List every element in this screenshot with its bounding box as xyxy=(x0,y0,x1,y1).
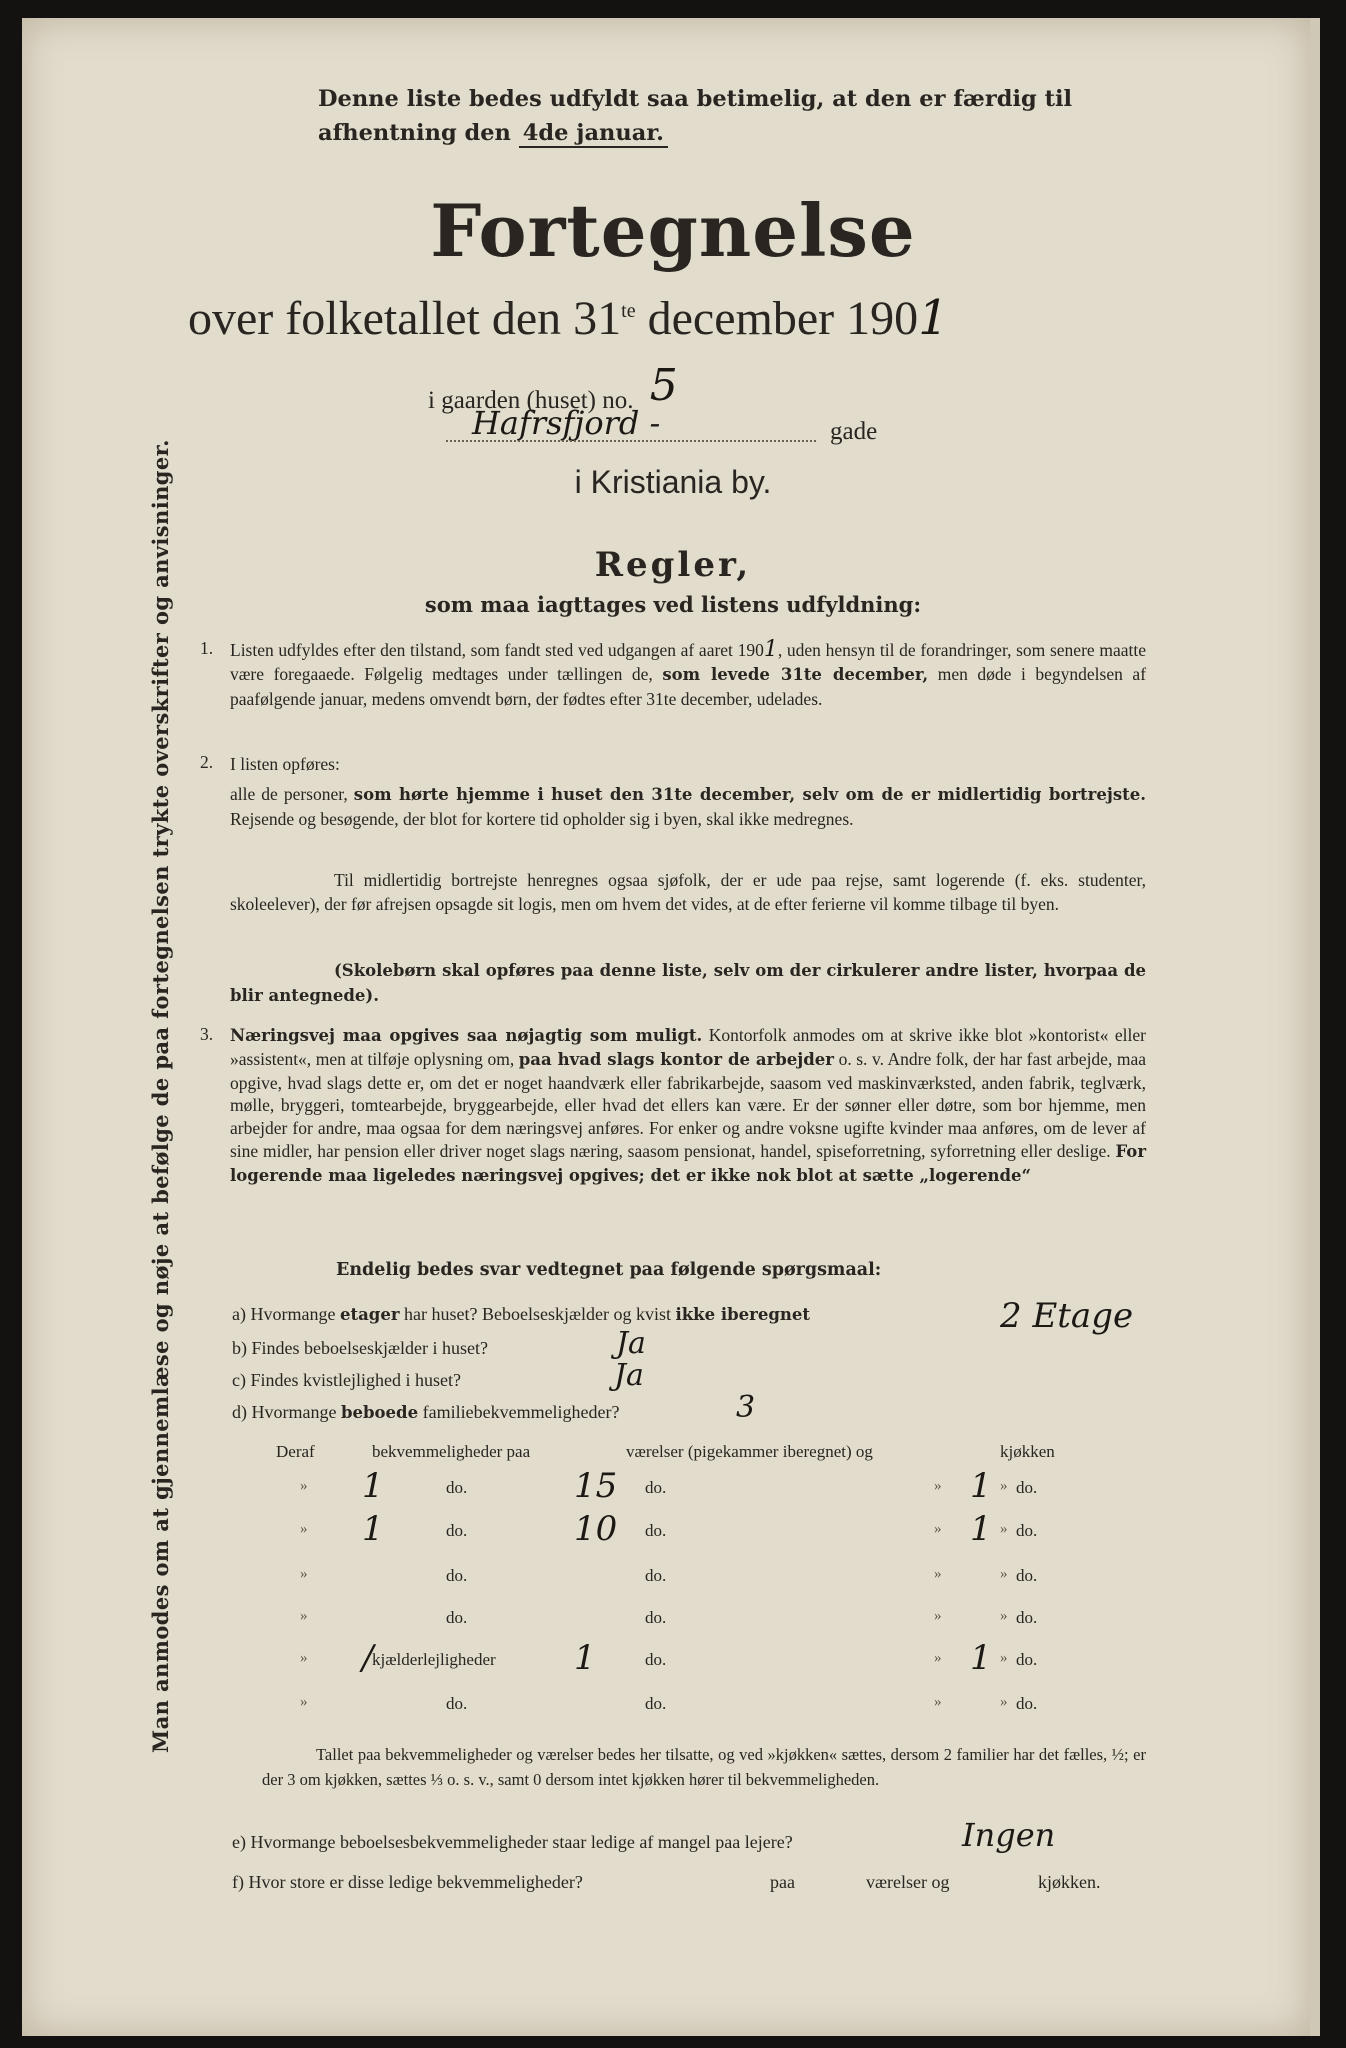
rules-subheading: som maa iagttages ved listens udfyldning: xyxy=(424,592,922,617)
table-ditto-mark: » xyxy=(300,1566,308,1582)
question-c-label: c) xyxy=(232,1370,246,1390)
year-handwritten: 1 xyxy=(918,290,949,346)
question-a-pre: Hvormange xyxy=(250,1304,336,1324)
question-b-text: Findes beboelseskjælder i huset? xyxy=(251,1338,488,1358)
question-d xyxy=(232,1402,620,1423)
answer-e-handwritten: Ingen xyxy=(962,1816,1056,1854)
rule-1-bold: som levede 31te december, xyxy=(662,665,929,684)
question-a-mid: har huset? Beboelseskjælder og kvist xyxy=(404,1304,671,1324)
row-kjaelder-label: kjælderlejligheder xyxy=(372,1650,496,1669)
table-ditto-mark: » xyxy=(300,1694,308,1710)
question-b-label: b) xyxy=(232,1338,247,1358)
rule-2-para-1 xyxy=(230,782,1146,831)
table-ditto-mark: » xyxy=(300,1608,308,1624)
row-do-1: do. xyxy=(446,1521,468,1540)
row-do-1: do. xyxy=(446,1566,468,1585)
question-b xyxy=(232,1338,488,1359)
question-a-bold-2: ikke iberegnet xyxy=(675,1305,810,1324)
side-instruction: Man anmodes om at gjennemlæse og nøje at befølge de paa fortegnelsen trykte overskrifter og anvisninger. xyxy=(148,439,173,1753)
table-ditto-mark: » xyxy=(1000,1650,1008,1666)
rule-2-intro: I listen opføres: xyxy=(230,754,340,774)
rule-2-para-3: (Skolebørn skal opføres paa denne liste, selv om der cirkulerer andre lister, hvorpaa de blir antegnede). xyxy=(230,961,1146,1005)
table-ditto-mark: » xyxy=(934,1608,942,1624)
city-line: i Kristiania by. xyxy=(574,464,772,500)
notice-prefix: afhentning den xyxy=(318,120,511,146)
table-ditto-mark: » xyxy=(1000,1478,1008,1494)
row-rooms-handwritten: 10 xyxy=(574,1509,618,1549)
row-do-2: do. xyxy=(645,1521,667,1540)
rule-3-bold-1: Næringsvej maa opgives saa nøjagtig som muligt. xyxy=(230,1026,703,1045)
question-f-vaerelser: værelser og xyxy=(866,1872,950,1892)
question-e-text: Hvormange beboelsesbekvemmeligheder staar ledige af mangel paa lejere? xyxy=(250,1832,793,1852)
rule-1-year-handwritten: 1 xyxy=(763,637,778,662)
table-ditto-mark: » xyxy=(300,1650,308,1666)
table-ditto-mark: » xyxy=(934,1521,942,1537)
table-ditto-mark: » xyxy=(934,1694,942,1710)
row-do-1: do. xyxy=(446,1608,468,1627)
rule-3-text-b: o. s. v. Andre folk, der har fast arbejde, maa opgive, hvad slags dette er, om det er noget haandværk eller fabrikarbejde, saasom ved maskinværksted, anden fabrik, teglværk, mølle, bryggeri, tomtearbejde, bryggearbejde, eller hvad det ellers kan være. Er der sønner eller døtre, som bor hjemme, men arbejder for andre, maa ogsaa for dem næringsvej anføres. For enker og andre voksne ugifte kvinder maa anføres, om de lever af sine midler, har pension eller driver noget slags næring, saasom pensionat, handel, spiseforretning, syforretning eller deslige. xyxy=(230,1048,1147,1161)
rule-1-text-b: , uden hensyn til de forandringer, som senere maatte være foregaaede. Følgelig medtages under tællingen de, xyxy=(230,640,1146,684)
rule-1-text-a: Listen udfyldes efter den tilstand, som fandt sted ved udgangen af aaret 190 xyxy=(230,640,764,660)
rule-2-text-b: Rejsende og besøgende, der blot for kortere tid opholder sig i byen, skal ikke medregnes. xyxy=(230,809,854,829)
question-e-label: e) xyxy=(232,1832,246,1852)
table-ditto-mark: » xyxy=(934,1566,942,1582)
question-c-text: Findes kvistlejlighed i huset? xyxy=(250,1370,461,1390)
row-do-2: do. xyxy=(645,1650,667,1669)
rule-2-para-2: Til midlertidig bortrejste henregnes ogsaa sjøfolk, der er ude paa rejse, samt logerende (f. eks. studenter, skoleelever), der før afrejsen opsagde sit logis, men om hvem det vides, at de efter ferierne vil komme tilbage til byen. xyxy=(230,870,1146,914)
table-header-bekvemmeligheder: bekvemmeligheder paa xyxy=(372,1442,531,1461)
question-f-label: f) xyxy=(232,1872,244,1892)
subtitle-prefix: over folketallet den 31 xyxy=(188,292,622,345)
answer-a-handwritten: 2 Etage xyxy=(1000,1296,1134,1336)
notice-line2 xyxy=(318,116,1148,150)
table-ditto-mark: » xyxy=(1000,1521,1008,1537)
subtitle-sup: te xyxy=(621,300,636,322)
row-do-1: do. xyxy=(446,1694,468,1713)
table-header-deraf: Deraf xyxy=(276,1442,315,1461)
rule-1-text-c: men døde i begyndelsen af paafølgende januar, medens omvendt børn, der fødtes efter 31te december, udelades. xyxy=(230,664,1147,709)
row-count-handwritten: / xyxy=(362,1638,374,1678)
notice-line1: Denne liste bedes udfyldt saa betimelig, at den er færdig til xyxy=(318,86,1073,112)
question-c xyxy=(232,1370,461,1391)
form-title: Fortegnelse xyxy=(430,188,916,273)
question-f-kjokken: kjøkken. xyxy=(1038,1872,1101,1892)
question-d-label: d) xyxy=(232,1402,247,1422)
table-note: Tallet paa bekvemmeligheder og værelser bedes her tilsatte, og ved »kjøkken« sættes, dersom 2 familier har det fælles, ½; er der 3 om kjøkken, sættes ⅓ o. s. v., samt 0 dersom intet kjøkken hører til bekvemmeligheden. xyxy=(262,1745,1146,1789)
row-do-2: do. xyxy=(645,1566,667,1585)
form-subtitle xyxy=(188,290,949,346)
question-d-pre: Hvormange xyxy=(251,1402,337,1422)
table-ditto-mark: » xyxy=(1000,1566,1008,1582)
question-f xyxy=(232,1872,583,1893)
row-count-handwritten: 1 xyxy=(362,1466,384,1506)
rule-3-text-a: Kontorfolk anmodes om at skrive ikke blot »kontorist« eller »assistent«, men at tilføje oplysning om, xyxy=(230,1025,1146,1069)
rule-2-number: 2. xyxy=(200,752,214,772)
row-do-3: do. xyxy=(1016,1478,1038,1497)
row-do-3: do. xyxy=(1016,1694,1038,1713)
street-name-handwritten: Hafrsfjord - xyxy=(472,404,661,442)
street-label: gade xyxy=(830,418,878,445)
table-ditto-mark: » xyxy=(1000,1608,1008,1624)
row-do-3: do. xyxy=(1016,1650,1038,1669)
table-ditto-mark: » xyxy=(300,1478,308,1494)
subtitle-suffix: december 190 xyxy=(647,292,919,345)
notice-date: 4de januar. xyxy=(519,120,668,148)
rule-3 xyxy=(230,1024,1146,1188)
rule-3-bold-3: For logerende maa ligeledes næringsvej opgives; det er ikke nok blot at sætte „logerende“ xyxy=(230,1141,1147,1185)
page-edge xyxy=(1310,18,1320,2036)
row-do-2: do. xyxy=(645,1478,667,1497)
table-header-kjokken: kjøkken xyxy=(1000,1442,1055,1461)
row-do-2: do. xyxy=(645,1694,667,1713)
row-do-1: do. xyxy=(446,1478,468,1497)
question-d-bold: beboede xyxy=(340,1403,419,1422)
questions-intro: Endelig bedes svar vedtegnet paa følgende spørgsmaal: xyxy=(336,1260,882,1280)
row-kitchen-handwritten: 1 xyxy=(970,1466,992,1506)
table-header-vaerelser: værelser (pigekammer iberegnet) og xyxy=(626,1442,873,1461)
row-rooms-handwritten: 1 xyxy=(574,1638,596,1678)
answer-d-handwritten: 3 xyxy=(736,1390,756,1425)
question-a-label: a) xyxy=(232,1304,246,1324)
table-ditto-mark: » xyxy=(934,1478,942,1494)
house-label: i gaarden (huset) no. xyxy=(428,387,634,414)
rule-1 xyxy=(230,638,1146,711)
rule-1-number: 1. xyxy=(200,638,214,658)
row-do-3: do. xyxy=(1016,1608,1038,1627)
question-a xyxy=(232,1304,810,1325)
answer-b-handwritten: Ja xyxy=(616,1326,646,1361)
rule-3-bold-2: paa hvad slags kontor de arbejder xyxy=(518,1049,835,1069)
rule-3-number: 3. xyxy=(200,1024,214,1044)
answer-c-handwritten: Ja xyxy=(614,1358,644,1393)
table-ditto-mark: » xyxy=(1000,1694,1008,1710)
row-do-3: do. xyxy=(1016,1521,1038,1540)
question-a-bold: etager xyxy=(339,1305,400,1324)
row-do-3: do. xyxy=(1016,1566,1038,1585)
house-number-handwritten: 5 xyxy=(649,360,678,411)
rules-heading: Regler, xyxy=(594,545,752,585)
row-do-2: do. xyxy=(645,1608,667,1627)
rule-2-text-a: alle de personer, xyxy=(230,784,348,804)
question-d-post: familiebekvemmeligheder? xyxy=(422,1402,620,1422)
table-ditto-mark: » xyxy=(300,1521,308,1537)
question-e xyxy=(232,1832,793,1853)
rule-2-bold: som hørte hjemme i huset den 31te december, selv om de er midlertidig bortrejste. xyxy=(353,785,1146,804)
row-kitchen-handwritten: 1 xyxy=(970,1638,992,1678)
question-f-text: Hvor store er disse ledige bekvemmeligheder? xyxy=(248,1872,583,1892)
collection-notice xyxy=(318,82,1148,150)
row-rooms-handwritten: 15 xyxy=(574,1466,618,1506)
table-ditto-mark: » xyxy=(934,1650,942,1666)
row-kitchen-handwritten: 1 xyxy=(970,1509,992,1549)
street-dotted-line xyxy=(446,440,816,442)
question-f-paa: paa xyxy=(770,1872,795,1892)
row-count-handwritten: 1 xyxy=(362,1509,384,1549)
